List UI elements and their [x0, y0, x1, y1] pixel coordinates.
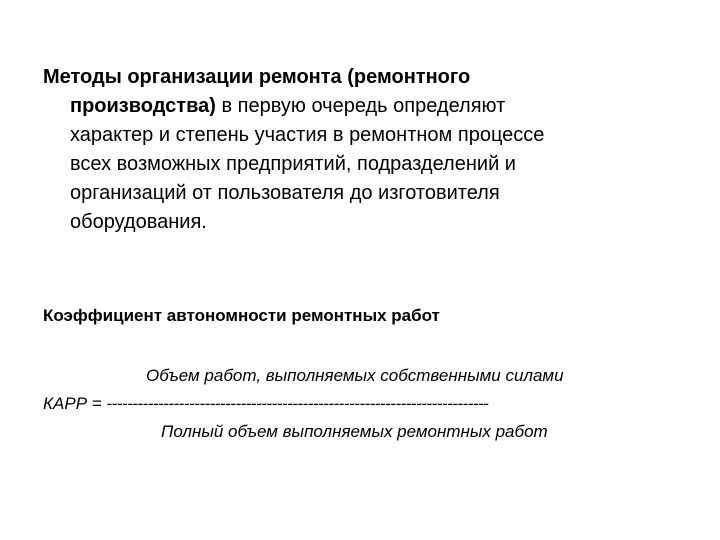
intro-line-2-rest: в первую очередь определяют — [215, 95, 506, 117]
intro-line-1: Методы организации ремонта (ремонтного — [43, 66, 471, 88]
intro-line-4: всех возможных предприятий, подразделений и — [70, 153, 516, 175]
formula-lhs: КАРР = — [43, 394, 107, 413]
intro-line-6: оборудования. — [70, 211, 207, 233]
formula-dashes: -------------------------------------------------------------------------- — [106, 394, 489, 413]
intro-continuation — [43, 92, 683, 237]
formula-denominator: Полный объем выполняемых ремонтных работ — [161, 422, 548, 441]
intro-paragraph — [43, 63, 683, 237]
formula-fraction-line — [43, 390, 703, 418]
intro-line-5: организаций от пользователя до изготовителя — [70, 182, 500, 204]
karr-formula — [43, 362, 703, 446]
intro-line-3: характер и степень участия в ремонтном процессе — [70, 124, 545, 146]
intro-line-2-bold: производства) — [70, 95, 216, 117]
coefficient-heading: Коэффициент автономности ремонтных работ — [43, 306, 440, 325]
formula-numerator: Объем работ, выполняемых собственными силами — [146, 366, 564, 385]
